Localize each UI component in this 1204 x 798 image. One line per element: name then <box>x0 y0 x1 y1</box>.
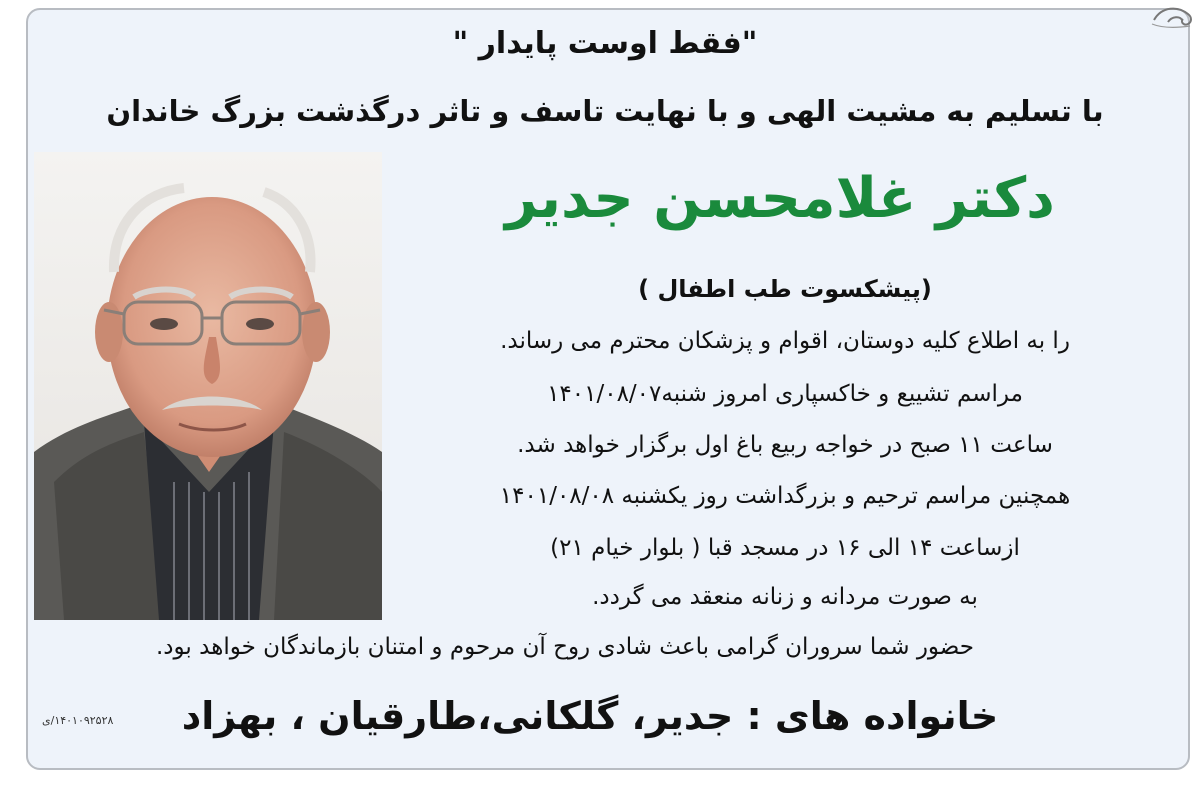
notice-line: ساعت ۱۱ صبح در خواجه ربیع باغ اول برگزار خواهد شد. <box>517 432 1053 458</box>
notice-line: همچنین مراسم ترحیم و بزرگداشت روز یکشنبه ۱۴۰۱/۰۸/۰۸ <box>499 483 1071 509</box>
reference-number: ۱۴۰۱۰۹۲۵۲۸/ی <box>42 714 114 727</box>
closing-text: حضور شما سروران گرامی باعث شادی روح آن مرحوم و امتنان بازماندگان خواهد بود. <box>156 634 974 660</box>
motto: "فقط اوست پایدار " <box>452 26 758 61</box>
deceased-title: (پیشکسوت طب اطفال ) <box>638 275 932 303</box>
notice-line: مراسم تشییع و خاکسپاری امروز شنبه۱۴۰۱/۰۸/۰۷ <box>547 381 1023 407</box>
notice-line: را به اطلاع کلیه دوستان، اقوام و پزشکان محترم می رساند. <box>500 328 1070 354</box>
notice-line: ازساعت ۱۴ الی ۱۶ در مسجد قبا ( بلوار خیام ۲۱) <box>550 535 1020 561</box>
notice-line: به صورت مردانه و زنانه منعقد می گردد. <box>592 584 978 610</box>
bereaved-families: خانواده های : جدیر، گلکانی،طارقیان ، بهزاد <box>181 694 999 738</box>
intro-text: با تسلیم به مشیت الهی و با نهایت تاسف و تاثر درگذشت بزرگ خاندان <box>106 94 1104 128</box>
deceased-portrait <box>34 152 382 620</box>
deceased-name: دکتر غلامحسن جدیر <box>505 166 1055 231</box>
